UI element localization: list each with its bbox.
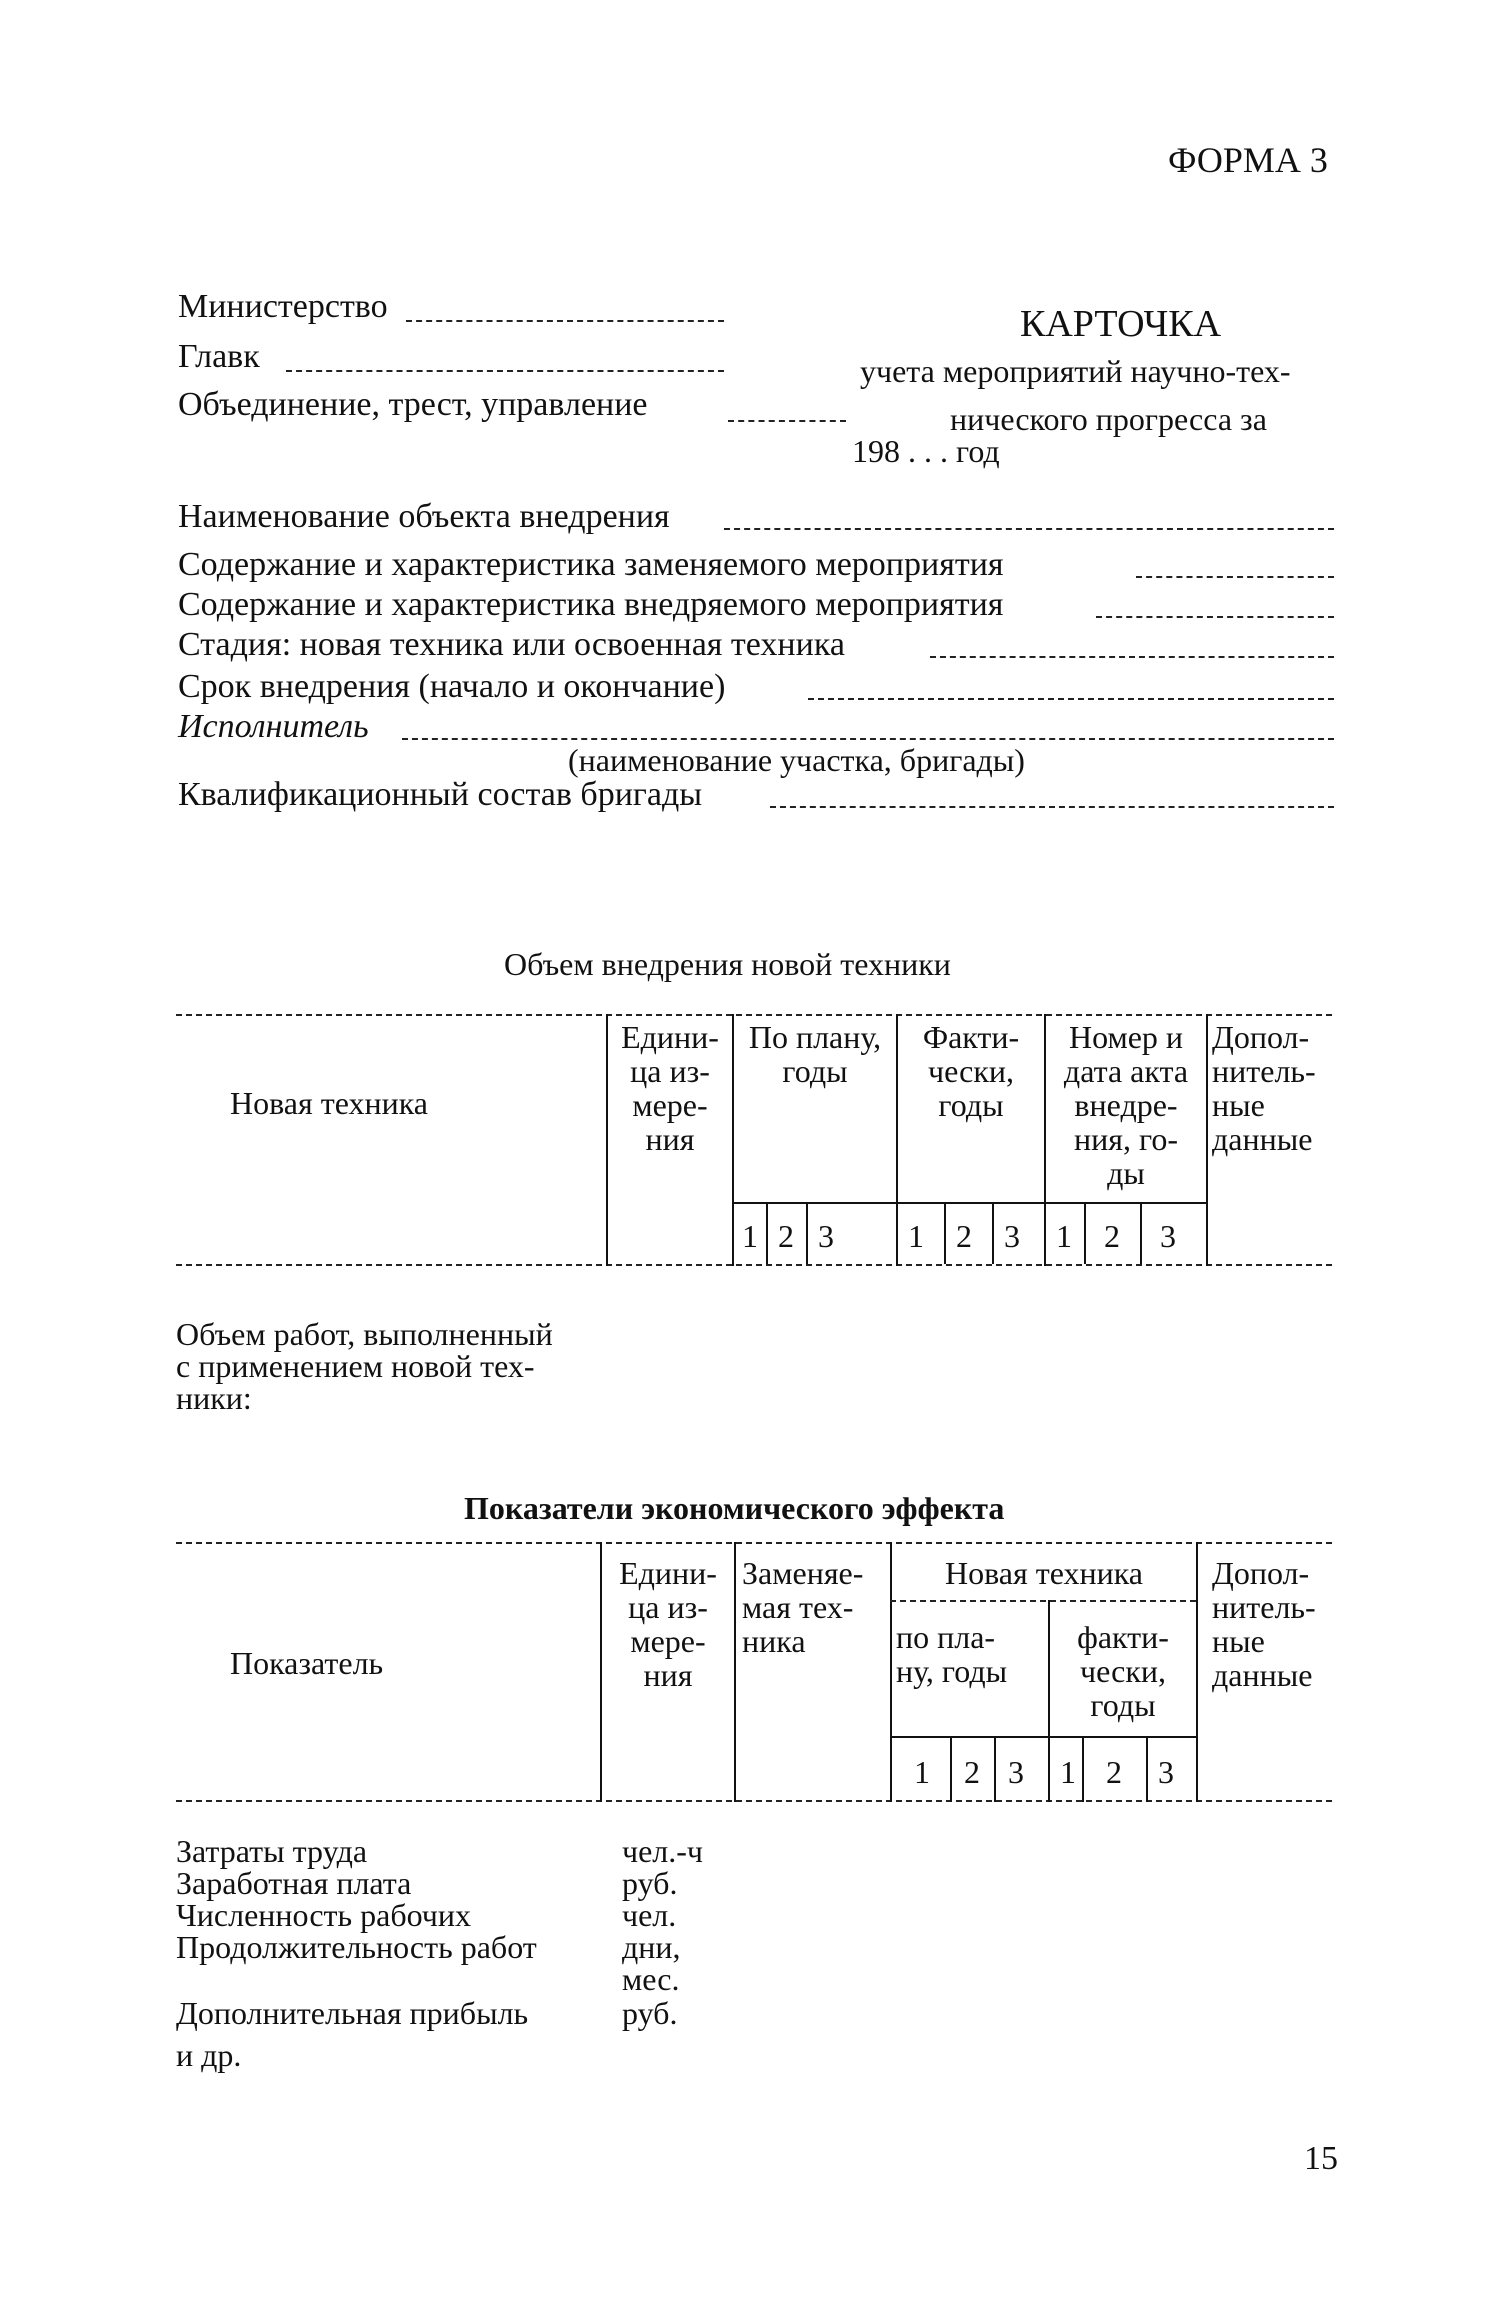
indicator-unit: чел. — [622, 1897, 677, 1933]
term-blank[interactable] — [808, 698, 1334, 700]
qualification-label: Квалификационный состав бригады — [178, 776, 703, 813]
act-year-2: 2 — [1104, 1218, 1120, 1254]
stage-blank[interactable] — [930, 656, 1334, 658]
year-sep — [994, 1736, 996, 1802]
executor-hint: (наименование участка, бригады) — [568, 742, 1025, 778]
t2-col-unit-4: ния — [643, 1657, 693, 1693]
table1-top-rule — [176, 1014, 1332, 1016]
card-line3: 198 . . . год — [852, 433, 1000, 469]
t2-col-replaced-1: Заменяе- — [742, 1555, 864, 1591]
indicator-unit: руб. — [622, 1865, 678, 1901]
year-sep — [1084, 1202, 1086, 1264]
table2-bottom-rule — [176, 1800, 1332, 1802]
table2-years-rule — [890, 1736, 1196, 1738]
ministry-blank[interactable] — [406, 320, 724, 322]
col-extra-3: ные — [1212, 1087, 1265, 1123]
indicator-unit: руб. — [622, 1995, 678, 2031]
t2-col-plan-2: ну, годы — [896, 1653, 1008, 1689]
executor-label: Исполнитель — [178, 708, 369, 745]
act-year-3: 3 — [1160, 1218, 1176, 1254]
replaced-label: Содержание и характеристика заменяемого мероприятия — [178, 546, 1004, 583]
col-unit-1: Едини- — [621, 1019, 719, 1055]
t2-col-extra-3: ные — [1212, 1623, 1265, 1659]
etc-label: и др. — [176, 2037, 242, 2073]
col-unit-4: ния — [645, 1121, 695, 1157]
t2-plan-year-3: 3 — [1008, 1754, 1024, 1790]
introduced-blank[interactable] — [1096, 616, 1334, 618]
col-extra-4: данные — [1212, 1121, 1313, 1157]
fact-year-1: 1 — [908, 1218, 924, 1254]
table1-years-rule — [732, 1202, 1206, 1204]
col-unit-2: ца из- — [630, 1053, 710, 1089]
t2-col-extra-4: данные — [1212, 1657, 1313, 1693]
col-act-4: ния, го- — [1074, 1121, 1178, 1157]
work-volume-1: Объем работ, выполненный — [176, 1316, 553, 1352]
table2-top-rule — [176, 1542, 1332, 1544]
act-year-1: 1 — [1056, 1218, 1072, 1254]
t2-fact-year-2: 2 — [1106, 1754, 1122, 1790]
col-plan-1: По плану, — [748, 1019, 882, 1055]
indicator-unit: мес. — [622, 1961, 680, 1997]
col-fact-3: годы — [938, 1087, 1004, 1123]
plan-year-2: 2 — [778, 1218, 794, 1254]
t2-fact-year-3: 3 — [1158, 1754, 1174, 1790]
table1-title: Объем внедрения новой техники — [504, 946, 951, 982]
term-label: Срок внедрения (начало и окончание) — [178, 668, 726, 705]
indicator-name: Дополнительная прибыль — [176, 1995, 529, 2031]
col-extra-2: нитель- — [1212, 1053, 1316, 1089]
t2-col-unit-3: мере- — [630, 1623, 706, 1659]
association-label: Объединение, трест, управление — [178, 386, 648, 423]
glavk-label: Главк — [178, 338, 260, 375]
year-sep — [950, 1736, 952, 1802]
fact-year-3: 3 — [1004, 1218, 1020, 1254]
t2-plan-year-1: 1 — [914, 1754, 930, 1790]
indicator-unit: дни, — [622, 1929, 681, 1965]
indicator-name: Затраты труда — [176, 1833, 368, 1869]
t2-col-fact-2: чески, — [1080, 1653, 1166, 1689]
t2-col-plan-1: по пла- — [896, 1619, 996, 1655]
plan-year-3: 3 — [818, 1218, 834, 1254]
ministry-label: Министерство — [178, 288, 388, 325]
col-unit-3: мере- — [632, 1087, 708, 1123]
t2-fact-year-1: 1 — [1060, 1754, 1076, 1790]
glavk-blank[interactable] — [286, 370, 724, 372]
t2-col-fact-1: факти- — [1077, 1619, 1169, 1655]
indicator-unit: чел.-ч — [622, 1833, 704, 1869]
fact-year-2: 2 — [956, 1218, 972, 1254]
object-name-label: Наименование объекта внедрения — [178, 498, 670, 535]
col-new-tech: Новая техника — [230, 1085, 428, 1121]
indicator-name: Численность рабочих — [176, 1897, 471, 1933]
form-label: ФОРМА 3 — [1168, 140, 1328, 180]
table2-title: Показатели экономического эффекта — [464, 1490, 1005, 1526]
stage-label: Стадия: новая техника или освоенная техника — [178, 626, 845, 663]
page-number: 15 — [1304, 2140, 1338, 2177]
qualification-blank[interactable] — [770, 806, 1334, 808]
table1-vline — [1206, 1014, 1208, 1266]
association-blank[interactable] — [728, 420, 846, 422]
work-volume-2: с применением новой тех- — [176, 1348, 535, 1384]
indicator-name: Заработная плата — [176, 1865, 412, 1901]
table2-vline — [1196, 1542, 1198, 1802]
t2-col-new: Новая техника — [945, 1555, 1143, 1591]
t2-col-unit-2: ца из- — [628, 1589, 708, 1625]
col-act-5: ды — [1107, 1155, 1145, 1191]
col-fact-1: Факти- — [922, 1019, 1020, 1055]
card-title: КАРТОЧКА — [1020, 303, 1222, 345]
col-act-2: дата акта — [1063, 1053, 1189, 1089]
t2-col-extra-1: Допол- — [1212, 1555, 1310, 1591]
table2-vline — [734, 1542, 736, 1802]
t2-col-replaced-2: мая тех- — [742, 1589, 854, 1625]
t2-plan-year-2: 2 — [964, 1754, 980, 1790]
t2-col-unit-1: Едини- — [619, 1555, 717, 1591]
introduced-label: Содержание и характеристика внедряемого мероприятия — [178, 586, 1004, 623]
work-volume-3: ники: — [176, 1380, 252, 1416]
table2-new-rule — [890, 1600, 1196, 1602]
card-line1: учета мероприятий научно-тех- — [860, 353, 1291, 389]
col-plan-2: годы — [782, 1053, 848, 1089]
executor-blank[interactable] — [402, 738, 1334, 740]
replaced-blank[interactable] — [1136, 576, 1334, 578]
indicator-name: Продолжительность работ — [176, 1929, 537, 1965]
table1-bottom-rule — [176, 1264, 1332, 1266]
card-line2: нического прогресса за — [950, 401, 1267, 437]
t2-col-fact-3: годы — [1090, 1687, 1156, 1723]
col-act-1: Номер и — [1068, 1019, 1184, 1055]
plan-year-1: 1 — [742, 1218, 758, 1254]
year-sep — [1140, 1202, 1142, 1264]
col-act-3: внедре- — [1074, 1087, 1178, 1123]
col-indicator: Показатель — [230, 1645, 384, 1681]
t2-col-extra-2: нитель- — [1212, 1589, 1316, 1625]
t2-col-replaced-3: ника — [742, 1623, 806, 1659]
object-name-blank[interactable] — [724, 528, 1334, 530]
col-extra-1: Допол- — [1212, 1019, 1310, 1055]
col-fact-2: чески, — [928, 1053, 1014, 1089]
